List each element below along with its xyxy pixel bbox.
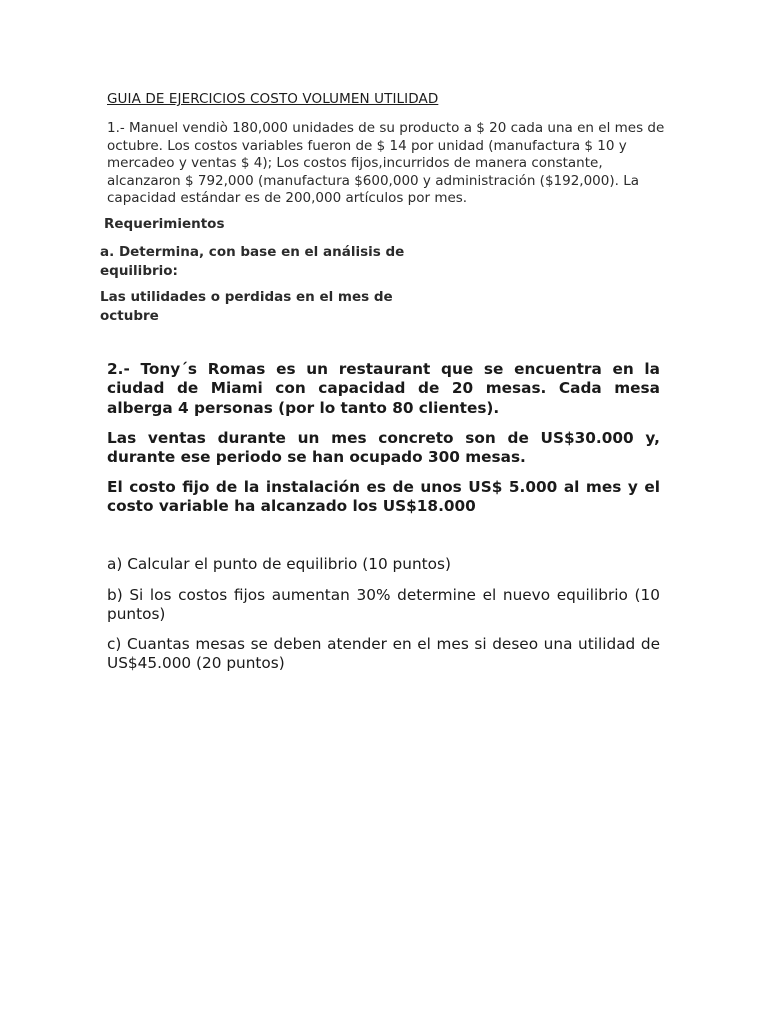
document-title: GUIA DE EJERCICIOS COSTO VOLUMEN UTILIDAD [107, 91, 439, 107]
problem-2-sales: Las ventas durante un mes concreto son de US$30.000 y, durante ese periodo se han ocupado 300 mesas. [107, 429, 660, 467]
problem-2-intro: 2.- Tony´s Romas es un restaurant que se encuentra en la ciudad de Miami con capacidad de 20 mesas. Cada mesa alberga 4 personas (por lo tanto 80 clientes). [107, 360, 660, 417]
requirement-a-detail: Las utilidades o perdidas en el mes de octubre [100, 289, 393, 324]
problem-2-question-c: c) Cuantas mesas se deben atender en el mes si deseo una utilidad de US$45.000 (20 puntos) [107, 635, 660, 673]
problem-1-text: 1.- Manuel vendiò 180,000 unidades de su producto a $ 20 cada una en el mes de octubre. Los costos variables fueron de $ 14 por unidad (manufactura $ 10 y mercadeo y ventas $ 4); Los costos fijos,incurridos de manera constante, alcanzaron $ 792,000 (manufactura $600,000 y administración ($192,000). La capacidad estándar es de 200,000 artículos por mes. [107, 120, 665, 207]
problem-2-costs: El costo fijo de la instalación es de unos US$ 5.000 al mes y el costo variable ha alcanzado los US$18.000 [107, 478, 660, 516]
problem-2-question-a: a) Calcular el punto de equilibrio (10 puntos) [107, 555, 451, 573]
requirement-a: a. Determina, con base en el análisis de equilibrio: [100, 244, 405, 279]
problem-2-question-b: b) Si los costos fijos aumentan 30% determine el nuevo equilibrio (10 puntos) [107, 586, 660, 624]
requirements-heading: Requerimientos [104, 216, 225, 232]
